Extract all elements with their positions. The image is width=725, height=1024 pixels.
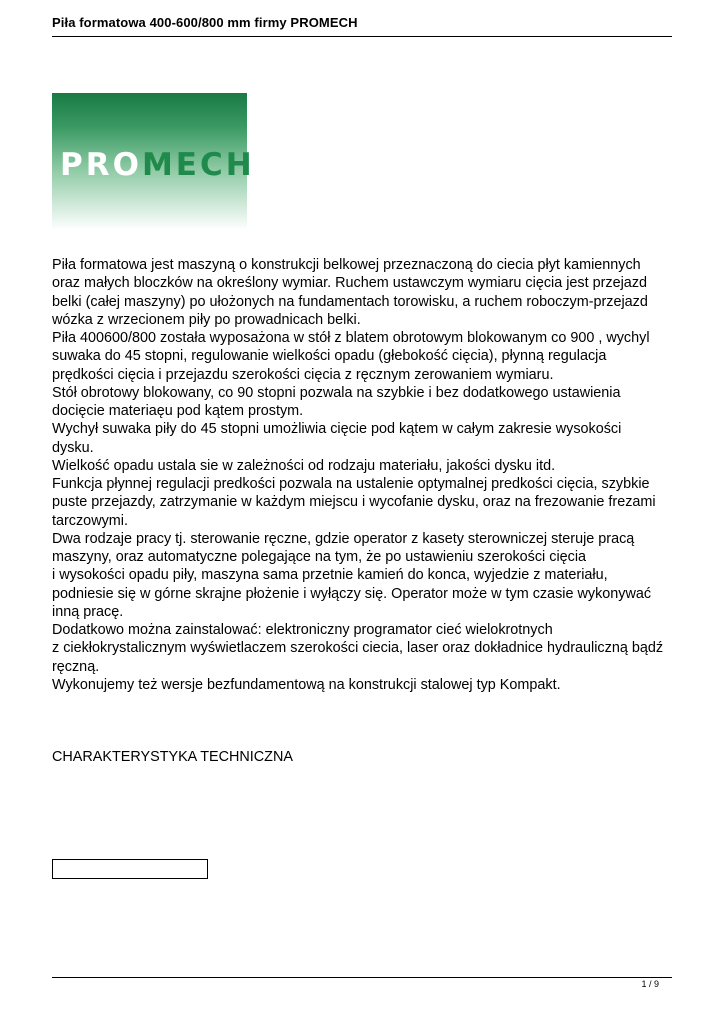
body-line: Piła 400600/800 została wyposażona w stół z blatem obrotowym blokowanym co 900 , wychyl — [52, 330, 650, 346]
description-body — [52, 256, 677, 694]
logo-text-pro: PRO — [60, 147, 142, 183]
page-header-title: Piła formatowa 400-600/800 mm firmy PROMECH — [52, 15, 358, 30]
body-line: maszyny, oraz automatyczne polegające na tym, że po ustawieniu szerokości cięcia — [52, 549, 587, 565]
promech-logo — [52, 93, 255, 230]
body-line: docięcie materiaęu pod kątem prostym. — [52, 403, 304, 419]
body-line: puste przejazdy, zatrzymanie w każdym miejscu i wycofanie dysku, oraz na frezowanie frezami — [52, 494, 656, 511]
body-line: oraz małych bloczków na określony wymiar. Ruchem ustawczym wymiaru cięcia jest przejazd — [52, 275, 648, 292]
body-line: Piła formatowa jest maszyną o konstrukcji belkowej przeznaczoną do ciecia płyt kamiennych — [52, 257, 641, 273]
empty-table-cell — [52, 859, 208, 879]
body-line: i wysokości opadu piły, maszyna sama przetnie kamień do konca, wyjedzie z materiału, — [52, 567, 608, 584]
body-line: Stół obrotowy blokowany, co 90 stopni pozwala na szybkie i bez dodatkowego ustawienia — [52, 384, 621, 401]
body-line: dysku. — [52, 439, 94, 456]
body-line: z ciekłokrystalicznym wyświetlaczem szerokości ciecia, laser oraz dokładnice hydrauliczną bądź — [52, 640, 664, 657]
footer-divider — [52, 977, 672, 978]
body-line: Wychył suwaka piły do 45 stopni umożliwia cięcie pod kątem w całym zakresie wysokości — [52, 421, 622, 438]
logo-wordmark — [60, 147, 255, 183]
body-line: belki (całej maszyny) po ułożonych na fundamentach torowisku, a ruchem roboczym-przejazd — [52, 293, 648, 310]
body-line: suwaka do 45 stopni, regulowanie wielkości opadu (głebokość cięcia), płynną regulacja — [52, 348, 607, 365]
body-line: Dodatkowo można zainstalować: elektroniczny programator cieć wielokrotnych — [52, 622, 553, 638]
logo-text-mech: MECH — [141, 147, 255, 183]
header-divider — [52, 36, 672, 37]
body-line: Wielkość opadu ustala sie w zależności od rodzaju materiału, jakości dysku itd. — [52, 457, 556, 474]
body-line: Wykonujemy też wersje bezfundamentową na konstrukcji stalowej typ Kompakt. — [52, 676, 561, 693]
body-line: prędkości cięcia i przejazdu szerokości cięcia z ręcznym zerowaniem wymiaru. — [52, 366, 554, 383]
body-line: Funkcja płynnej regulacji predkości pozwala na ustalenie optymalnej predkości cięcia, szybkie — [52, 476, 650, 492]
body-line: tarczowymi. — [52, 512, 128, 529]
body-line: podniesie się w górne skrajne płożenie i wyłączy się. Operator może w tym czasie wykonywać — [52, 585, 652, 602]
body-line: inną pracę. — [52, 603, 124, 620]
technical-specs-heading: CHARAKTERYSTYKA TECHNICZNA — [52, 749, 293, 765]
body-line: wózka z wrzecionem piły po prowadnicach belki. — [52, 311, 361, 328]
body-line: Dwa rodzaje pracy tj. sterowanie ręczne, gdzie operator z kasety sterowniczej steruje pracą — [52, 530, 635, 547]
body-line: ręczną. — [52, 658, 100, 675]
page-number: 1 / 9 — [641, 979, 659, 989]
